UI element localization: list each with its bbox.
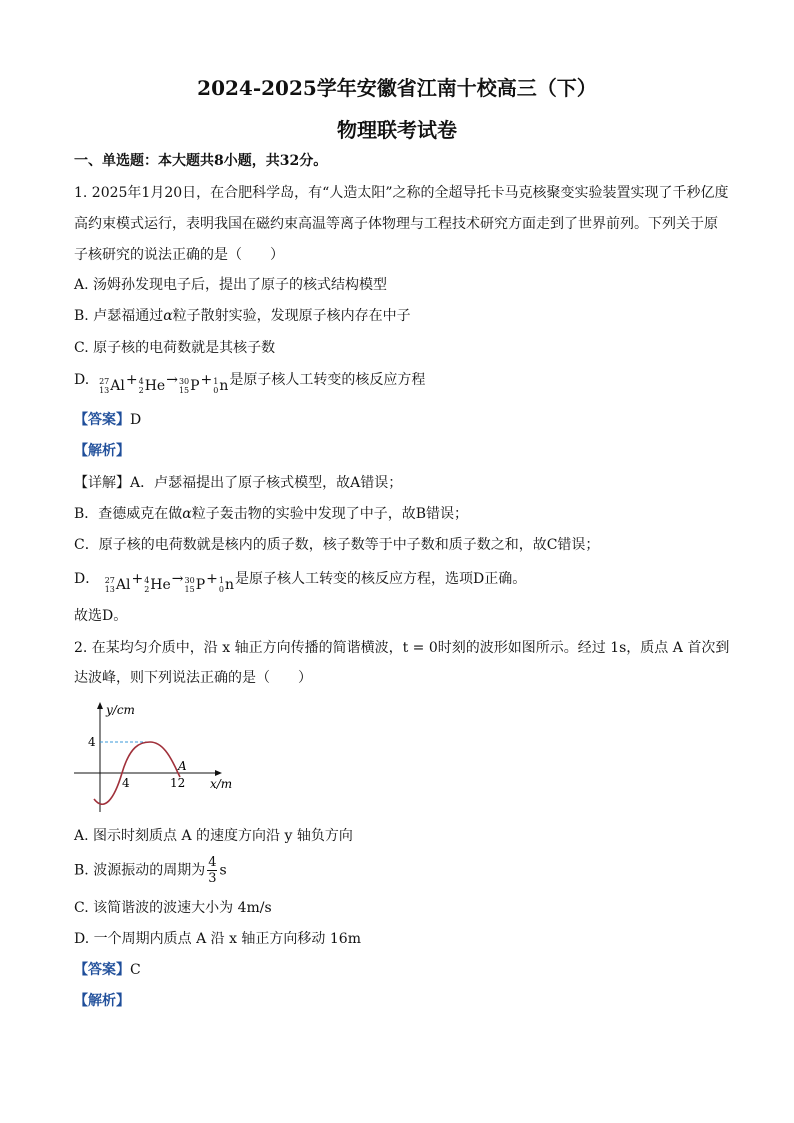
x-tick-12: 12	[170, 776, 186, 790]
q1-option-c: C. 原子核的电荷数就是其核子数	[74, 340, 276, 356]
q2-option-d: D. 一个周期内质点 A 沿 x 轴正方向移动 16m	[74, 931, 361, 947]
exam-title-line1: 2024-2025学年安徽省江南十校高三（下）	[197, 76, 597, 100]
detail-tag: 【详解】	[74, 475, 130, 491]
y-tick-4: 4	[88, 735, 96, 749]
q2-option-a: A. 图示时刻质点 A 的速度方向沿 y 轴负方向	[74, 828, 353, 844]
helium-nuclide: 4 2 He	[144, 576, 171, 594]
section-heading: 一、单选题：本大题共8小题，共32分。	[74, 153, 328, 169]
q2-answer-value: C	[130, 962, 141, 978]
x-tick-4: 4	[122, 776, 130, 790]
y-axis-arrow	[97, 702, 103, 709]
wave-graph	[70, 700, 250, 815]
q1-option-d-tail: 是原子核人工转变的核反应方程	[229, 372, 426, 388]
phosphorus-nuclide: 30 15 P	[178, 377, 200, 395]
q1-analysis-tag: 【解析】	[74, 443, 130, 459]
q1-answer	[74, 410, 141, 430]
neutron: 1 0 n	[218, 576, 234, 594]
q1-stem-line3: 子核研究的说法正确的是（ ）	[74, 247, 284, 263]
neutron: 1 0 n	[213, 377, 229, 395]
q1-detail-d: D． 27 13 Al + 4 2 He → 30 15 P + 1 0 n 是原子核人工转变的核反应方程，选项D正确。	[74, 571, 527, 594]
y-axis-label: y/cm	[106, 703, 135, 717]
q1-option-b	[74, 306, 411, 326]
q1-detail-b: B．查德威克在做α粒子轰击物的实验中发现了中子，故B错误；	[74, 506, 469, 522]
aluminum-nuclide: 27 13 Al	[104, 576, 131, 594]
reaction-arrow: →	[166, 372, 178, 388]
q2-stem-line1: 2. 在某均匀介质中，沿 x 轴正方向传播的简谐横波，t = 0时刻的波形如图所示。经过 1s，质点 A 首次到	[74, 640, 730, 656]
aluminum-nuclide: 27 13 Al	[99, 377, 125, 395]
exam-title-line2: 物理联考试卷	[337, 118, 457, 142]
q1-option-a: A. 汤姆孙发现电子后，提出了原子的核式结构模型	[74, 277, 388, 293]
x-axis-label: x/m	[210, 777, 233, 791]
q1-conclusion: 故选D。	[74, 608, 128, 624]
period-fraction: $\frac{4}{3}$	[208, 855, 217, 886]
helium-nuclide: 4 2 He	[138, 377, 166, 395]
plus-sign: +	[200, 372, 213, 388]
alpha-symbol: α	[163, 308, 173, 324]
q1-stem-line1: 1. 2025年1月20日，在合肥科学岛，有“人造太阳”之称的全超导托卡马克核聚变实验装置实现了千秒亿度	[74, 185, 729, 201]
q2-stem-line2: 达波峰，则下列说法正确的是（ ）	[74, 670, 312, 686]
q1-option-b-pre: B. 卢瑟福通过	[74, 308, 164, 324]
q1-option-d	[74, 370, 425, 396]
q2-analysis-tag: 【解析】	[74, 993, 130, 1009]
point-a-label: A	[178, 759, 187, 773]
q1-detail-a: 【详解】A．卢瑟福提出了原子核式模型，故A错误；	[74, 475, 403, 491]
q1-stem-line2: 高约束模式运行，表明我国在磁约束高温等离子体物理与工程技术研究方面走到了世界前列。下列关于原	[74, 216, 718, 232]
q2-option-c: C. 该简谐波的波速大小为 4m/s	[74, 900, 272, 916]
q1-detail-c: C．原子核的电荷数就是核内的质子数，核子数等于中子数和质子数之和，故C错误；	[74, 537, 600, 553]
answer-tag: 【答案】	[74, 412, 130, 428]
phosphorus-nuclide: 30 15 P	[184, 576, 206, 594]
q1-answer-value: D	[130, 412, 142, 428]
q2-option-b: B. 波源振动的周期为 $\frac{4}{3}$ s	[74, 855, 227, 886]
q1-option-b-post: 粒子散射实验，发现原子核内存在中子	[172, 308, 411, 324]
x-axis-arrow	[215, 770, 222, 776]
answer-tag: 【答案】	[74, 962, 130, 978]
q1-option-d-label: D.	[74, 372, 90, 388]
plus-sign: +	[125, 372, 138, 388]
q2-answer	[74, 960, 141, 980]
